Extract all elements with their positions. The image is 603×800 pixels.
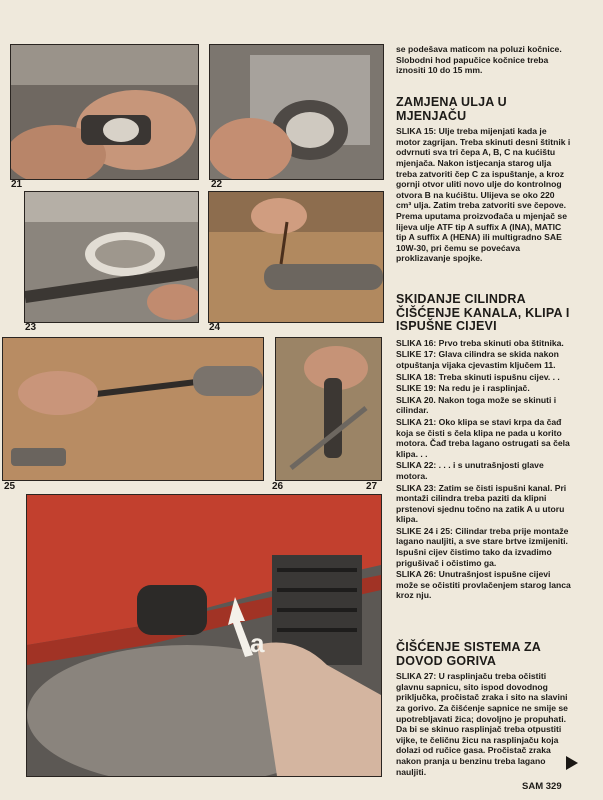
heading-cylinder: SKIDANJE CILINDRA ČIŠĆENJE KANALA, KLIPA I ISPUŠNE CIJEVI: [396, 292, 570, 334]
photo-26-27: [275, 337, 382, 481]
body-oil-change: SLIKA 15: Ulje treba mijenjati kada je motor zagrijan. Treba skinuti desni štitnik i odvrnuti sva tri čepa A, B, C na kućištu mjenjača. Nakon istjecanja starog ulja treba zatvoriti čep C za ispuštanje, a kroz gornji otvor uliti novo ulje do kontrolnog otvora B na kućištu. Ulijeva se oko 220 cm³ ulja. Zatim treba zatvoriti sve čepove. Prema uputama proizvođača u mjenjač se lijeva ulje ATF tip A suffix A (INA), MATIC tip A suffix A (HENA) ili multigradno SAE 10W-30, pri čemu se povećava proklizavanje spojke.: [396, 126, 571, 264]
figure-number-23: 23: [25, 322, 37, 333]
figure-number-22: 22: [211, 179, 223, 190]
figure-number-21: 21: [11, 179, 23, 190]
item-slike-17: SLIKE 17: Glava cilindra se skida nakon otpuštanja vijaka cjevastim ključem 11.: [396, 349, 559, 370]
section-oil-change: [396, 96, 572, 265]
page-footer: SAM 329: [522, 781, 562, 792]
item-slike-19: SLIKE 19: Na redu je i rasplinjač.: [396, 383, 530, 394]
text-column: [396, 44, 572, 77]
item-slike-24-25: SLIKE 24 i 25: Cilindar treba prije montaže lagano nauljiti, a sve stare brtve izmijeniti. Ispušni cijev čistimo tako da izvadimo prigušivač i očistimo ga.: [396, 525, 569, 568]
photo-27-large: [26, 494, 382, 777]
photo-22: [209, 44, 384, 180]
item-slika-18: SLIKA 18: Treba skinuti ispušnu cijev. . .: [396, 371, 560, 382]
heading-oil-change: ZAMJENA ULJA U MJENJAČU: [396, 95, 507, 123]
item-slika-26: SLIKA 26: Unutrašnjost ispušne cijevi može se očistiti provlačenjem starog lanca kroz nju.: [396, 569, 571, 601]
figure-number-24: 24: [209, 322, 221, 333]
item-slika-21: SLIKA 21: Oko klipa se stavi krpa da čađ koja se čisti s čela klipa ne pada u korito motora. Čađ treba lagano ostrugati sa čela klipa. . .: [396, 416, 570, 459]
figure-number-25: 25: [4, 481, 16, 492]
photo-21: [10, 44, 199, 180]
photo-25: [2, 337, 264, 481]
figure-number-27: 27: [366, 481, 378, 492]
figure-number-26: 26: [272, 481, 284, 492]
section-cylinder: [396, 293, 572, 602]
section-fuel: [396, 641, 572, 778]
label-a: a: [250, 628, 265, 658]
item-slika-16: SLIKA 16: Prvo treba skinuti oba štitnika.: [396, 337, 564, 348]
next-page-arrow-icon: [566, 756, 578, 770]
photo-24: [208, 191, 384, 323]
photo-23: [24, 191, 199, 323]
intro-text: se podešava maticom na poluzi kočnice. Slobodni hod papučice kočnice treba iznositi 10 do 15 mm.: [396, 44, 562, 76]
heading-fuel: ČIŠĆENJE SISTEMA ZA DOVOD GORIVA: [396, 640, 541, 668]
item-slika-23: SLIKA 23: Zatim se čisti ispušni kanal. Pri montaži cilindra treba paziti da klipni prstenovi sjednu točno na zatik A u utoru klipa.: [396, 482, 567, 525]
item-slika-22: SLIKA 22: . . . i s unutrašnjosti glave motora.: [396, 460, 544, 481]
item-slika-20: SLIKA 20. Nakon toga može se skinuti i cilindar.: [396, 394, 557, 416]
body-fuel: SLIKA 27: U rasplinjaču treba očistiti glavnu sapnicu, sito ispod dovodnog priključka, pročistač zraka i sito na slavini za gorivo. Za čišćenje sapnice ne smije se upotrebljavati žica; dovoljno je propuhati. Da bi se skinuo rasplinjač treba otpustiti vijke, te čeličnu žicu na rasplinjaču koja dolazi od ručice gasa. Pročistač zraka nakon pranja u benzinu treba lagano nauljiti.: [396, 671, 568, 777]
